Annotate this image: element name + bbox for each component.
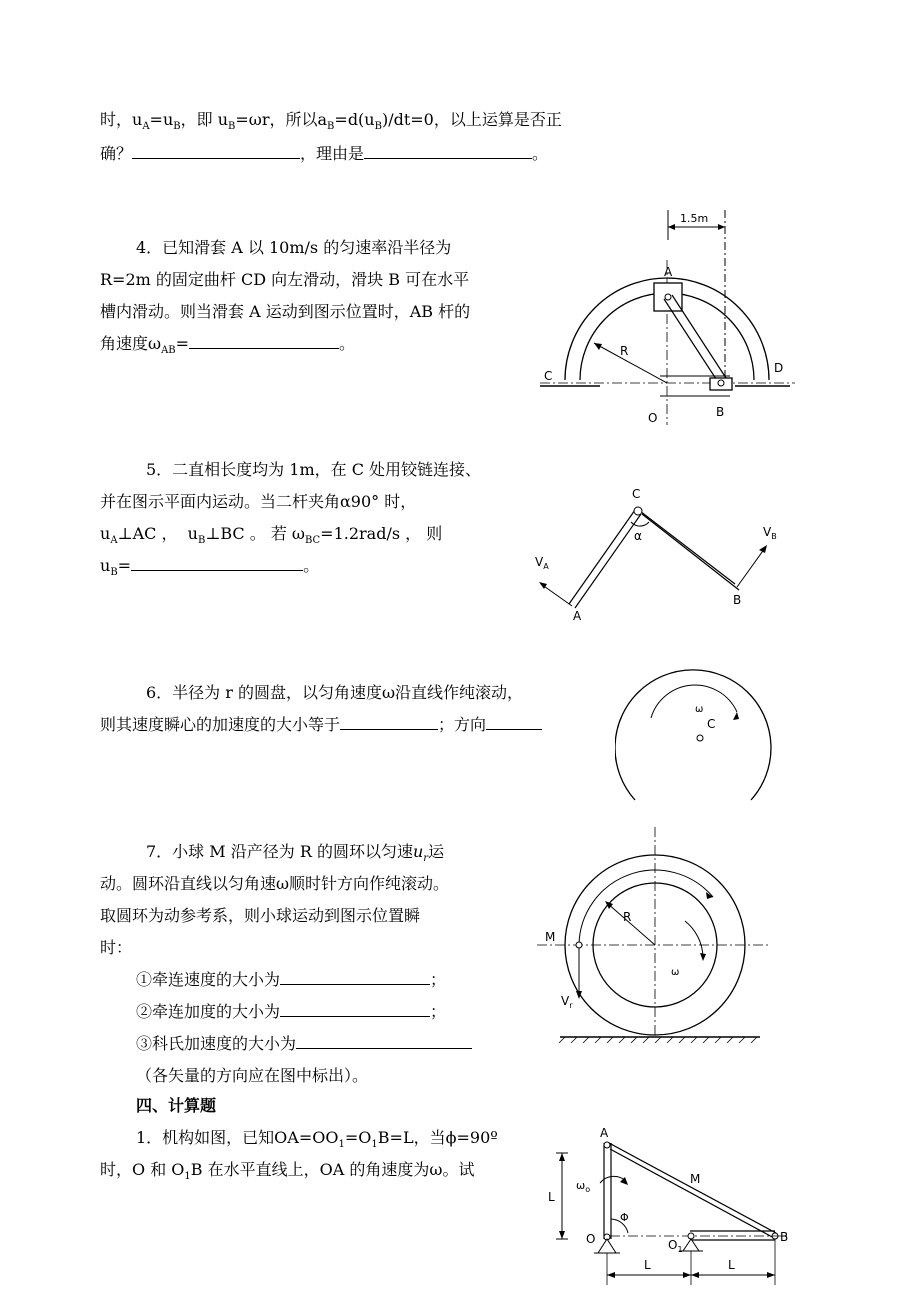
label-L-1: L (644, 1258, 651, 1272)
accel-blank[interactable] (340, 715, 438, 730)
label-A-mech: A (600, 1126, 609, 1140)
label-C5: C (632, 487, 641, 501)
figure-two-rods (525, 480, 795, 620)
label-O: O (648, 411, 658, 425)
p7-note: （各矢量的方向应在图中标出）。 (136, 1066, 369, 1085)
label-omega6: ω (695, 704, 704, 715)
p4-line1: 4．已知滑套 A 以 10m/s 的匀速率沿半径为 (136, 238, 452, 257)
p7-item2: ②牵连加度的大小为 ； (136, 1002, 447, 1021)
label-B: B (716, 405, 725, 419)
p6-line1: 6．半径为 r 的圆盘，以匀角速度ω沿直线作纯滚动， (146, 683, 524, 702)
p4-line2: R=2m 的固定曲杆 CD 向左滑动，滑块 B 可在水平 (100, 270, 470, 289)
label-VA: $V_A$ (535, 555, 549, 571)
label-VB: $V_B$ (763, 525, 777, 541)
label-D: D (774, 361, 784, 375)
figure-curved-rod (530, 200, 810, 430)
figure-disk (615, 650, 785, 810)
label-L-2: L (728, 1258, 735, 1272)
p7-item1: ①牵连速度的大小为 ； (136, 970, 447, 989)
label-O-mech: O (586, 1232, 596, 1246)
label-C: C (544, 369, 553, 383)
p7-line2: 动。圆环沿直线以匀角速ω顺时针方向作纯滚动。 (100, 874, 450, 893)
p5-line4: $u_B=$ 。 (100, 556, 320, 579)
p4-line3: 槽内滑动。则当滑套 A 运动到图示位置时，AB 杆的 (100, 302, 471, 321)
section-heading: 四、计算题 (136, 1096, 217, 1115)
p3-line1: 时，$u_A=u_B$，即 $u_B=\omega r$，所以$a_B=d(u_B)/dt=0$，以上运算是否正 (100, 110, 562, 133)
figure-ring (535, 825, 775, 1055)
direction-blank[interactable] (486, 715, 542, 730)
label-A: A (664, 265, 673, 279)
reason-blank[interactable] (364, 144, 532, 159)
coriolis-blank[interactable] (296, 1034, 472, 1049)
label-omega7: ω (671, 967, 680, 978)
label-alpha: α (634, 529, 642, 543)
label-C6: C (707, 717, 716, 731)
figure-mechanism (540, 1125, 800, 1295)
label-R: R (620, 344, 629, 358)
label-R7: R (623, 910, 632, 924)
label-B-mech: B (780, 1230, 789, 1244)
label-O1-mech: $O_1$ (668, 1238, 683, 1254)
answer-blank[interactable] (132, 144, 300, 159)
p4-line4: 角速度$\omega_{AB}=$ 。 (100, 334, 356, 357)
s4-line1: 1．机构如图，已知$OA=OO_1=O_1B=L$，当ϕ=90º (136, 1128, 498, 1151)
p5-line1: 5．二直相长度均为 1m，在 C 处用铰链连接、 (146, 460, 482, 479)
p5-line2: 并在图示平面内运动。当二杆夹角α90° 时， (100, 492, 417, 511)
p5-line3: $u_A\perp AC$ ， $u_B\perp BC$ 。 若 $\omega_{BC}=1.2rad/s$ ， 则 (100, 524, 443, 547)
label-phi: Φ (620, 1211, 629, 1224)
label-M: M (545, 930, 556, 944)
p6-line2: 则其速度瞬心的加速度的大小等于 ；方向 (100, 715, 542, 735)
label-L-vert: L (548, 1190, 555, 1204)
dim-label: 1.5m (680, 212, 709, 225)
s4-line2: 时，O 和 $O_1B$ 在水平直线上，OA 的角速度为ω。试 (100, 1160, 475, 1183)
ub-blank[interactable] (131, 556, 303, 571)
p7-item3: ③科氏加速度的大小为 (136, 1034, 472, 1054)
label-A5: A (573, 609, 582, 620)
label-M-mech: M (690, 1172, 701, 1186)
omega-ab-blank[interactable] (189, 334, 339, 349)
p7-line4: 时： (100, 938, 133, 957)
transport-accel-blank[interactable] (280, 1002, 430, 1017)
p3-line2: 确？ ，理由是 。 (100, 144, 549, 163)
label-omega-mech: $\omega_o$ (576, 1179, 591, 1194)
label-Vr: $V_r$ (561, 994, 573, 1010)
label-B5: B (733, 593, 742, 607)
transport-velocity-blank[interactable] (280, 970, 430, 985)
p7-line3: 取圆环为动参考系，则小球运动到图示位置瞬 (100, 906, 421, 925)
p7-line1: 7．小球 M 沿产径为 R 的圆环以匀速$u_r$运 (146, 842, 445, 865)
